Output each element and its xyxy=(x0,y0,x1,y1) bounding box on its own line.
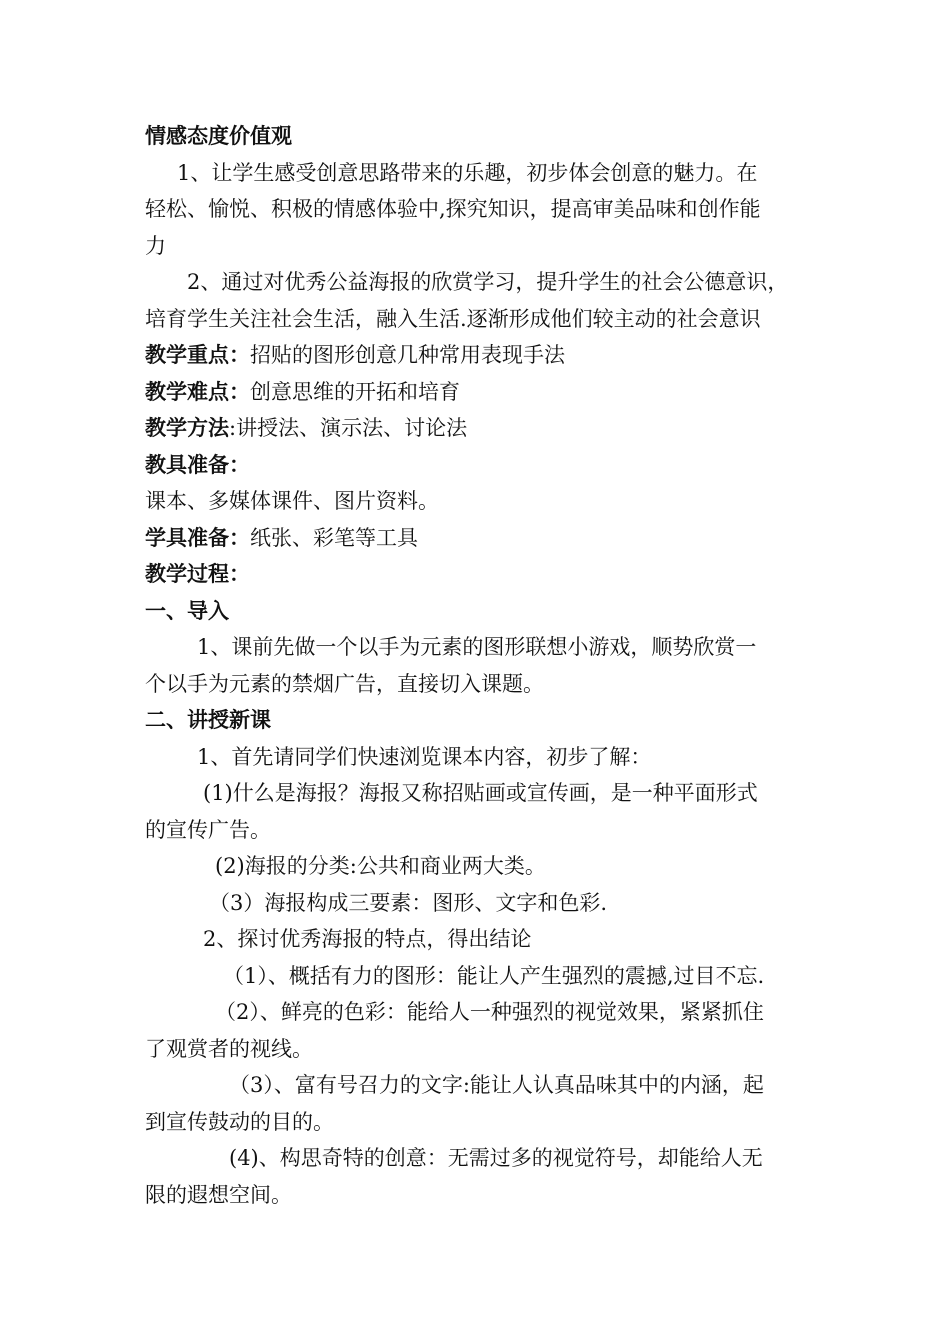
section-1-para-line-2: 个以手为元素的禁烟广告，直接切入课题。 xyxy=(145,671,544,696)
teaching-focus xyxy=(145,337,810,374)
teaching-difficulty-label: 教学难点： xyxy=(145,379,250,404)
teaching-method xyxy=(145,410,810,447)
section-2-title: 二、讲授新课 xyxy=(145,708,271,732)
student-tools xyxy=(145,520,810,557)
section-2-item-3: （3）海报构成三要素：图形、文字和色彩. xyxy=(209,890,608,915)
section-2-para-1: 1、首先请同学们快速浏览课本内容，初步了解： xyxy=(197,744,652,769)
teaching-focus-label: 教学重点： xyxy=(145,343,250,367)
section-2-item-1-line-2: 的宣传广告。 xyxy=(145,817,271,842)
feature-2-line-2: 了观赏者的视线。 xyxy=(145,1036,313,1061)
feature-3-line-2: 到宣传鼓动的目的。 xyxy=(145,1109,334,1134)
feature-2-line-1: （2）、鲜亮的色彩：能给人一种强烈的视觉效果，紧紧抓住 xyxy=(215,1000,764,1024)
feature-3-line-1: （3）、富有号召力的文字:能让人认真品味其中的内涵，起 xyxy=(229,1073,764,1097)
teaching-tools-text: 课本、多媒体课件、图片资料。 xyxy=(145,489,439,513)
goal-2-line-1: 2、通过对优秀公益海报的欣赏学习，提升学生的社会公德意识， xyxy=(187,270,789,294)
feature-1: （1）、概括有力的图形：能让人产生强烈的震撼,过目不忘. xyxy=(223,963,765,988)
teaching-focus-text: 招贴的图形创意几种常用表现手法 xyxy=(250,343,565,367)
goal-1-line-1: 1、让学生感受创意思路带来的乐趣，初步体会创意的魅力。在 xyxy=(177,160,758,185)
feature-4-line-1: (4)、构思奇特的创意：无需过多的视觉符号，却能给人无 xyxy=(229,1146,763,1170)
goal-2-line-2: 培育学生关注社会生活，融入生活.逐渐形成他们较主动的社会意识 xyxy=(145,306,761,331)
teaching-difficulty-text: 创意思维的开拓和培育 xyxy=(250,379,460,404)
feature-4-line-2: 限的遐想空间。 xyxy=(145,1182,292,1207)
section-2-item-1-line-1: (1)什么是海报？海报又称招贴画或宣传画，是一种平面形式 xyxy=(203,781,758,805)
section-1-para-line-1: 1、课前先做一个以手为元素的图形联想小游戏，顺势欣赏一 xyxy=(197,635,757,659)
section-1-title: 一、导入 xyxy=(145,598,229,623)
document-body xyxy=(145,118,810,1213)
teaching-process-label: 教学过程： xyxy=(145,562,250,586)
teaching-tools-label: 教具准备： xyxy=(145,452,250,477)
heading-values: 情感态度价值观 xyxy=(145,124,292,148)
teaching-method-label: 教学方法 xyxy=(145,416,229,440)
goal-1-line-2: 轻松、愉悦、积极的情感体验中,探究知识，提高审美品味和创作能 xyxy=(145,197,761,221)
goal-1-line-3: 力 xyxy=(145,233,166,258)
section-2-item-2: (2)海报的分类:公共和商业两大类。 xyxy=(215,854,546,878)
student-tools-text: 纸张、彩笔等工具 xyxy=(250,525,418,550)
teaching-difficulty xyxy=(145,374,810,411)
section-2-para-2: 2、探讨优秀海报的特点，得出结论 xyxy=(203,927,532,951)
teaching-method-text: :讲授法、演示法、讨论法 xyxy=(229,416,468,440)
student-tools-label: 学具准备： xyxy=(145,525,250,550)
